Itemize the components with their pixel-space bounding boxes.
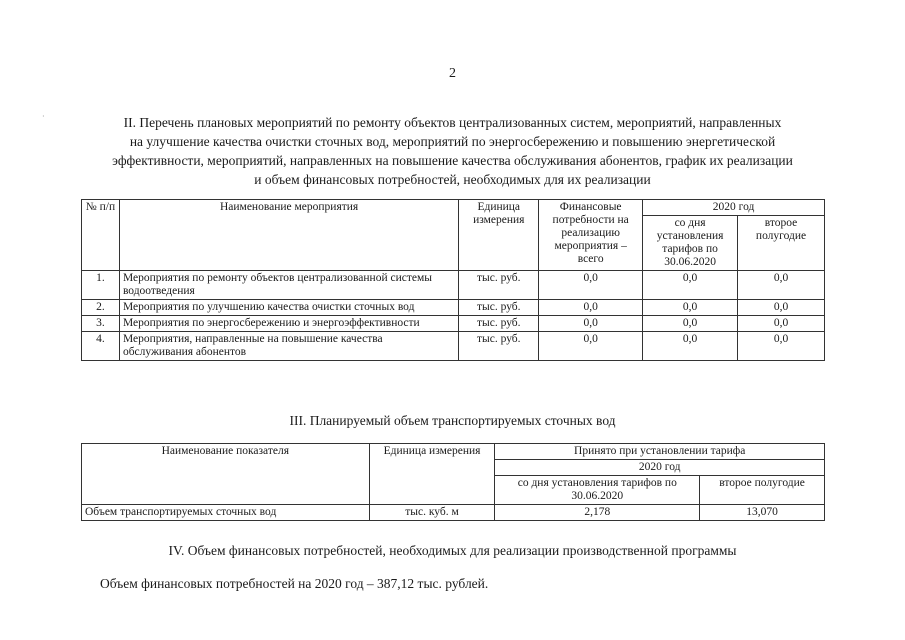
row-num: 1. [82, 271, 120, 300]
row-period-1: 0,0 [643, 316, 738, 332]
row-unit: тыс. руб. [459, 316, 539, 332]
section-2-title-line: эффективности, мероприятий, направленных на повышение качества обслуживания абонентов, график их реализации [112, 153, 793, 168]
row-period-1: 0,0 [643, 271, 738, 300]
row-name: Мероприятия, направленные на повышение качества обслуживания абонентов [119, 332, 458, 361]
header-period-2: второе полугодие [700, 476, 825, 505]
row-period-1: 0,0 [643, 332, 738, 361]
finance-summary: Объем финансовых потребностей на 2020 год – 387,12 тыс. рублей. [100, 576, 489, 591]
section-2-title-line: и объем финансовых потребностей, необходимых для их реализации [254, 172, 651, 187]
table-row [82, 505, 825, 521]
row-num: 2. [82, 300, 120, 316]
row-period-2: 0,0 [738, 316, 825, 332]
row-period-1: 0,0 [643, 300, 738, 316]
margin-mark: · [42, 112, 45, 121]
row-name: Мероприятия по энергосбережению и энергоэффективности [119, 316, 458, 332]
row-name: Объем транспортируемых сточных вод [82, 505, 370, 521]
row-num: 3. [82, 316, 120, 332]
header-unit: Единица измерения [459, 200, 539, 271]
row-unit: тыс. куб. м [369, 505, 495, 521]
header-period-1: со дня установления тарифов по 30.06.2020 [495, 476, 700, 505]
header-year: 2020 год [643, 200, 825, 216]
header-period-1: со дня установления тарифов по 30.06.2020 [643, 216, 738, 271]
measures-table [81, 199, 825, 361]
header-unit: Единица измерения [369, 444, 495, 505]
row-total: 0,0 [539, 271, 643, 300]
row-name: Мероприятия по ремонту объектов централизованной системы водоотведения [119, 271, 458, 300]
page-number: 2 [449, 66, 456, 81]
section-2-title [60, 113, 845, 189]
section-2-title-line: на улучшение качества очистки сточных вод, мероприятий по энергосбережению и повышению энергетической [129, 134, 776, 149]
section-2-title-line: II. Перечень плановых мероприятий по ремонту объектов централизованных систем, мероприятий, направленных [123, 115, 782, 130]
row-period-2: 0,0 [738, 271, 825, 300]
header-num: № п/п [82, 200, 120, 271]
row-period-2: 0,0 [738, 300, 825, 316]
header-accepted: Принято при установлении тарифа [495, 444, 825, 460]
header-period-2: второе полугодие [738, 216, 825, 271]
row-period-2: 0,0 [738, 332, 825, 361]
section-4-title: IV. Объем финансовых потребностей, необходимых для реализации производственной программы [168, 543, 737, 558]
table-row [82, 332, 825, 361]
table-row [82, 300, 825, 316]
table-row [82, 316, 825, 332]
row-unit: тыс. руб. [459, 332, 539, 361]
row-total: 0,0 [539, 316, 643, 332]
header-name: Наименование мероприятия [119, 200, 458, 271]
header-year: 2020 год [495, 460, 825, 476]
row-period-1: 2,178 [495, 505, 700, 521]
section-3-title: III. Планируемый объем транспортируемых сточных вод [289, 413, 616, 428]
row-total: 0,0 [539, 332, 643, 361]
header-indicator: Наименование показателя [82, 444, 370, 505]
row-total: 0,0 [539, 300, 643, 316]
row-name: Мероприятия по улучшению качества очистки сточных вод [119, 300, 458, 316]
volume-table [81, 443, 825, 521]
row-period-2: 13,070 [700, 505, 825, 521]
row-unit: тыс. руб. [459, 300, 539, 316]
row-num: 4. [82, 332, 120, 361]
table-row [82, 271, 825, 300]
row-unit: тыс. руб. [459, 271, 539, 300]
header-finance: Финансовые потребности на реализацию мероприятия – всего [539, 200, 643, 271]
